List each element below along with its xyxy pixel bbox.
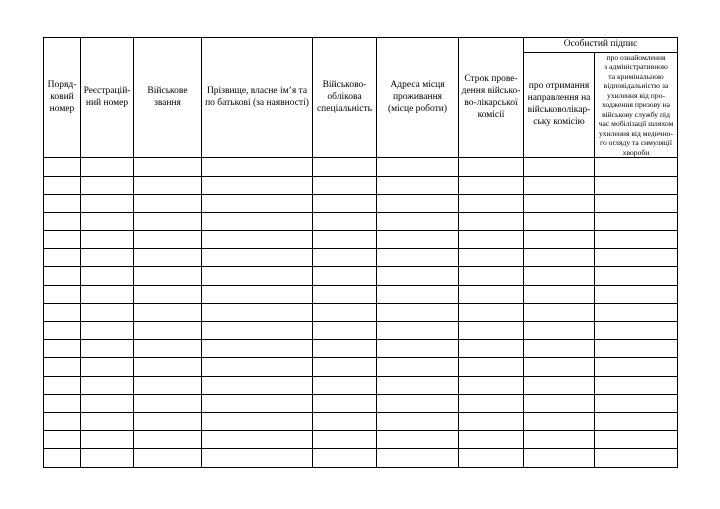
table-cell[interactable] (313, 394, 377, 412)
table-row (44, 212, 678, 230)
table-row (44, 449, 678, 467)
table-cell[interactable] (595, 212, 678, 230)
table-cell[interactable] (595, 158, 678, 176)
header-signature-liability-notice: про ознайомлення з адміністративною та кримінальною відповідальністю за ухилення від про- ходження призову на військову службу під час мобілізації шляхом ухилення від медично- го огляду та симуляції хвороби (595, 53, 678, 158)
table-cell[interactable] (524, 231, 595, 249)
register-table (43, 37, 678, 468)
table-cell[interactable] (44, 358, 81, 376)
table-cell[interactable] (459, 158, 524, 176)
table-cell[interactable] (595, 376, 678, 394)
table-cell[interactable] (377, 322, 459, 340)
table-cell[interactable] (44, 158, 81, 176)
table-cell[interactable] (459, 322, 524, 340)
table-cell[interactable] (377, 249, 459, 267)
table-cell[interactable] (459, 340, 524, 358)
table-cell[interactable] (202, 231, 313, 249)
table-cell[interactable] (81, 303, 134, 321)
table-cell[interactable] (459, 212, 524, 230)
table-cell[interactable] (595, 176, 678, 194)
table-cell[interactable] (377, 431, 459, 449)
table-cell[interactable] (313, 212, 377, 230)
table-cell[interactable] (595, 449, 678, 467)
table-cell[interactable] (377, 394, 459, 412)
table-row (44, 358, 678, 376)
table-cell[interactable] (595, 303, 678, 321)
table-cell[interactable] (459, 394, 524, 412)
table-cell[interactable] (81, 449, 134, 467)
table-cell[interactable] (134, 322, 202, 340)
table-cell[interactable] (377, 449, 459, 467)
table-cell[interactable] (202, 358, 313, 376)
table-row (44, 394, 678, 412)
table-cell[interactable] (377, 358, 459, 376)
table-cell[interactable] (524, 322, 595, 340)
header-sequence-number: Поряд- ковий номер (44, 38, 81, 158)
table-cell[interactable] (524, 412, 595, 430)
table-cell[interactable] (81, 358, 134, 376)
table-cell[interactable] (44, 267, 81, 285)
table-cell[interactable] (524, 340, 595, 358)
table-cell[interactable] (44, 303, 81, 321)
table-cell[interactable] (524, 394, 595, 412)
table-cell[interactable] (81, 194, 134, 212)
header-address: Адреса місця проживання (місце роботи) (377, 38, 459, 158)
table-cell[interactable] (524, 303, 595, 321)
table-cell[interactable] (524, 376, 595, 394)
table-cell[interactable] (459, 285, 524, 303)
table-row (44, 431, 678, 449)
table-cell[interactable] (524, 158, 595, 176)
table-cell[interactable] (134, 376, 202, 394)
header-military-specialty: Військово- облікова спеціальність (313, 38, 377, 158)
table-row (44, 176, 678, 194)
table-row (44, 267, 678, 285)
table-cell[interactable] (202, 212, 313, 230)
header-full-name: Прізвище, власне ім’я та по батькові (за наявності) (202, 38, 313, 158)
table-cell[interactable] (81, 267, 134, 285)
table-cell[interactable] (459, 176, 524, 194)
table-cell[interactable] (134, 212, 202, 230)
table-cell[interactable] (134, 431, 202, 449)
table-cell[interactable] (44, 212, 81, 230)
table-cell[interactable] (595, 322, 678, 340)
table-cell[interactable] (459, 449, 524, 467)
table-cell[interactable] (134, 158, 202, 176)
table-cell[interactable] (202, 394, 313, 412)
table-cell[interactable] (134, 194, 202, 212)
table-cell[interactable] (377, 212, 459, 230)
table-cell[interactable] (81, 158, 134, 176)
table-cell[interactable] (313, 412, 377, 430)
table-cell[interactable] (459, 303, 524, 321)
header-military-rank: Військове звання (134, 38, 202, 158)
table-cell[interactable] (44, 394, 81, 412)
table-cell[interactable] (313, 303, 377, 321)
table-row (44, 376, 678, 394)
table-cell[interactable] (81, 231, 134, 249)
table-cell[interactable] (377, 158, 459, 176)
table-cell[interactable] (524, 176, 595, 194)
table-cell[interactable] (595, 249, 678, 267)
table-cell[interactable] (134, 358, 202, 376)
table-row (44, 249, 678, 267)
header-commission-term: Строк прове- дення військо- во-лікарської комісії (459, 38, 524, 158)
table-cell[interactable] (459, 267, 524, 285)
table-cell[interactable] (202, 412, 313, 430)
table-cell[interactable] (595, 285, 678, 303)
table-cell[interactable] (44, 249, 81, 267)
table-cell[interactable] (459, 431, 524, 449)
table-cell[interactable] (202, 158, 313, 176)
table-cell[interactable] (595, 267, 678, 285)
table-cell[interactable] (459, 376, 524, 394)
table-cell[interactable] (202, 176, 313, 194)
table-cell[interactable] (81, 212, 134, 230)
table-cell[interactable] (377, 194, 459, 212)
table-cell[interactable] (81, 394, 134, 412)
table-cell[interactable] (377, 376, 459, 394)
table-cell[interactable] (202, 285, 313, 303)
table-cell[interactable] (377, 340, 459, 358)
table-cell[interactable] (459, 231, 524, 249)
table-cell[interactable] (313, 340, 377, 358)
table-cell[interactable] (524, 212, 595, 230)
table-cell[interactable] (44, 376, 81, 394)
table-cell[interactable] (44, 176, 81, 194)
table-cell[interactable] (313, 194, 377, 212)
table-cell[interactable] (134, 231, 202, 249)
table-cell[interactable] (44, 431, 81, 449)
register-body (44, 158, 678, 467)
header-signature-referral: про отримання направлення на військоволікар- ську комісію (524, 53, 595, 158)
header-personal-signature: Особистий підпис (524, 38, 678, 53)
table-cell[interactable] (81, 322, 134, 340)
table-cell[interactable] (134, 176, 202, 194)
table-cell[interactable] (459, 358, 524, 376)
table-cell[interactable] (44, 322, 81, 340)
table-cell[interactable] (134, 303, 202, 321)
table-cell[interactable] (595, 194, 678, 212)
table-cell[interactable] (202, 376, 313, 394)
table-cell[interactable] (202, 303, 313, 321)
table-row (44, 231, 678, 249)
table-cell[interactable] (377, 176, 459, 194)
table-cell[interactable] (459, 249, 524, 267)
table-cell[interactable] (134, 249, 202, 267)
table-cell[interactable] (44, 285, 81, 303)
table-cell[interactable] (44, 412, 81, 430)
table-cell[interactable] (377, 267, 459, 285)
table-cell[interactable] (44, 231, 81, 249)
table-cell[interactable] (459, 194, 524, 212)
table-row (44, 303, 678, 321)
table-row (44, 158, 678, 176)
table-cell[interactable] (313, 267, 377, 285)
table-cell[interactable] (524, 449, 595, 467)
table-cell[interactable] (524, 194, 595, 212)
table-cell[interactable] (313, 376, 377, 394)
table-cell[interactable] (595, 394, 678, 412)
header-registration-number: Реєстрацій- ний номер (81, 38, 134, 158)
table-cell[interactable] (313, 249, 377, 267)
table-cell[interactable] (377, 285, 459, 303)
table-cell[interactable] (202, 194, 313, 212)
table-cell[interactable] (595, 231, 678, 249)
table-cell[interactable] (81, 376, 134, 394)
table-cell[interactable] (81, 285, 134, 303)
table-cell[interactable] (202, 431, 313, 449)
table-cell[interactable] (134, 285, 202, 303)
table-cell[interactable] (313, 285, 377, 303)
table-cell[interactable] (134, 394, 202, 412)
table-cell[interactable] (595, 431, 678, 449)
table-cell[interactable] (313, 158, 377, 176)
table-cell[interactable] (377, 231, 459, 249)
table-cell[interactable] (524, 249, 595, 267)
table-cell[interactable] (313, 449, 377, 467)
table-cell[interactable] (81, 340, 134, 358)
table-cell[interactable] (524, 285, 595, 303)
table-cell[interactable] (81, 176, 134, 194)
table-cell[interactable] (81, 412, 134, 430)
table-cell[interactable] (595, 412, 678, 430)
table-cell[interactable] (202, 322, 313, 340)
table-cell[interactable] (313, 176, 377, 194)
table-cell[interactable] (134, 412, 202, 430)
table-cell[interactable] (202, 340, 313, 358)
table-cell[interactable] (459, 412, 524, 430)
table-cell[interactable] (524, 267, 595, 285)
table-cell[interactable] (202, 249, 313, 267)
table-cell[interactable] (134, 267, 202, 285)
table-cell[interactable] (44, 340, 81, 358)
table-cell[interactable] (81, 431, 134, 449)
table-cell[interactable] (377, 412, 459, 430)
table-row (44, 285, 678, 303)
table-cell[interactable] (81, 249, 134, 267)
table-cell[interactable] (313, 322, 377, 340)
table-cell[interactable] (134, 449, 202, 467)
table-cell[interactable] (595, 340, 678, 358)
table-cell[interactable] (524, 358, 595, 376)
table-cell[interactable] (313, 231, 377, 249)
table-cell[interactable] (202, 267, 313, 285)
table-cell[interactable] (44, 194, 81, 212)
table-cell[interactable] (134, 340, 202, 358)
table-cell[interactable] (524, 431, 595, 449)
table-row (44, 194, 678, 212)
table-cell[interactable] (313, 431, 377, 449)
table-cell[interactable] (202, 449, 313, 467)
table-cell[interactable] (313, 358, 377, 376)
table-row (44, 340, 678, 358)
table-cell[interactable] (377, 303, 459, 321)
table-row (44, 322, 678, 340)
table-cell[interactable] (44, 449, 81, 467)
table-cell[interactable] (595, 358, 678, 376)
table-row (44, 412, 678, 430)
